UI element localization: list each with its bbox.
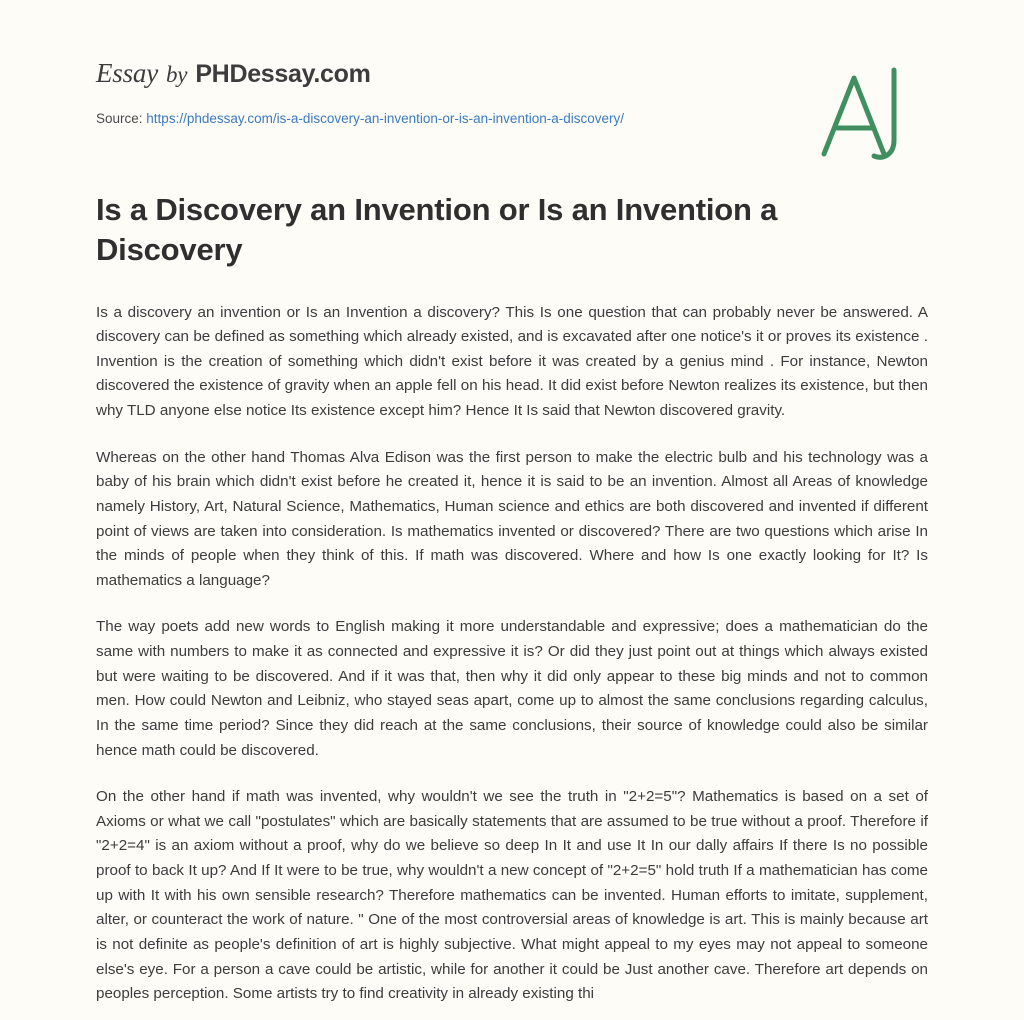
- page-title: Is a Discovery an Invention or Is an Invention a Discovery: [96, 192, 778, 268]
- essay-body: [96, 301, 928, 1007]
- source-line: [96, 111, 928, 126]
- brand-essay-label: Essay: [96, 58, 158, 88]
- paragraph: The way poets add new words to English making it more understandable and expressive; does a mathematician do the same with numbers to make it as connected and expressive it is? Or did they just point out at things which always existed but were waiting to be discovered. And if it was that, then why it did only appear to these big minds and not to common men. How could Newton and Leibniz, who stayed seas apart, come up to almost the same conclusions regarding calculus, In the same time period? Since they did reach at the same conclusions, their source of knowledge could also be similar hence math could be discovered.: [96, 618, 928, 759]
- paragraph: Whereas on the other hand Thomas Alva Edison was the first person to make the electric bulb and his technology was a baby of his brain which didn't exist before he created it, hence it is said to be an invention. Almost all Areas of knowledge namely History, Art, Natural Science, Mathematics, Human science and ethics are both discovered and invented if different point of views are taken into consideration. Is mathematics invented or discovered? There are two questions which arise In the minds of people when they think of this. If math was discovered. Where and how Is one exactly looking for It? Is mathematics a language?: [96, 448, 928, 589]
- brand-header: [96, 58, 928, 89]
- brand-site-name: PHDessay.com: [195, 60, 371, 88]
- brand-by-label: by: [166, 62, 188, 87]
- paragraph: Is a discovery an invention or Is an Invention a discovery? This Is one question that can probably never be answered. A discovery can be defined as something which already existed, and is excavated after one notice's it or proves its existence . Invention is the creation of something which didn't exist before it was created by a genius mind . For instance, Newton discovered the existence of gravity when an apple fell on his head. It did exist before Newton realizes its existence, but then why TLD anyone else notice Its existence except him? Hence It Is said that Newton discovered gravity.: [96, 303, 928, 420]
- paragraph: On the other hand if math was invented, why wouldn't we see the truth in "2+2=5"? Mathematics is based on a set of Axioms or what we call "postulates" which are basically statements that are assumed to be true without a proof. Therefore if "2+2=4" is an axiom without a proof, why do we believe so deep In It and use It In our dally affairs If there Is no possible proof to back It up? And If It were to be true, why wouldn't a new concept of "2+2=5" hold truth If a mathematician has come up with It with his own sensible research? Therefore mathematics can be invented. Human efforts to imitate, supplement, alter, or counteract the work of nature. " One of the most controversial areas of knowledge is art. This is mainly because art is not definite as people's definition of art is highly subjective. What might appeal to my eyes may not appeal to someone else's eye. For a person a cave could be artistic, while for another it could be Just another cave. Therefore art depends on peoples perception. Some artists try to find creativity in already existing thi: [96, 788, 928, 1003]
- source-label: Source:: [96, 111, 143, 126]
- source-url-link[interactable]: https://phdessay.com/is-a-discovery-an-invention-or-is-an-invention-a-discovery/: [146, 111, 624, 126]
